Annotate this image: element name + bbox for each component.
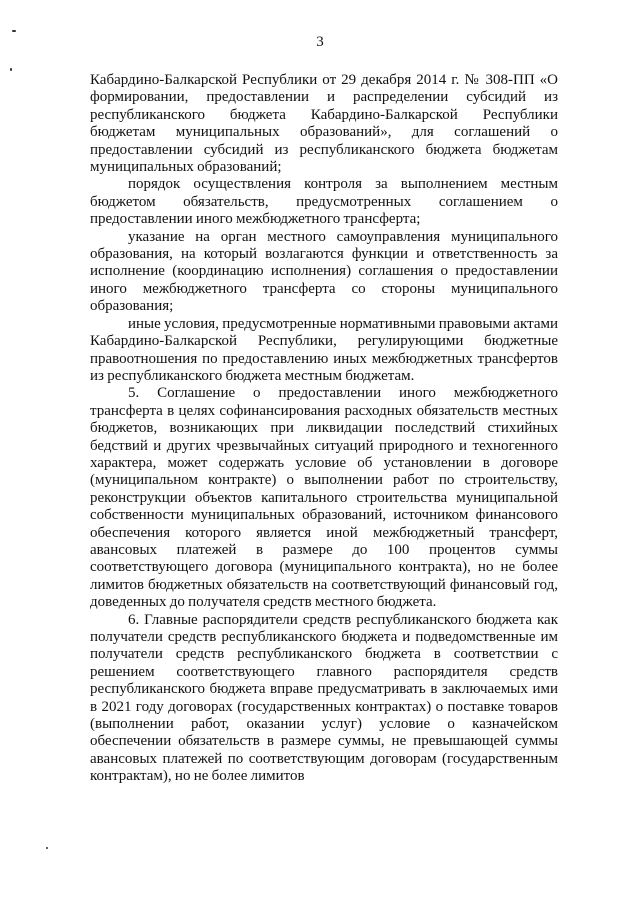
scan-speck [10,68,12,71]
scan-speck [12,30,16,32]
paragraph-item-5: 5. Соглашение о предоставлении иного межбюджетного трансферта в целях софинансирования расходных обязательств местных бюджетов, возникающих при ликвидации последствий стихийных бедствий и других чрезвычайных ситуаций природного и техногенного характера, может содержать условие об установлении в договоре (муниципальном контракте) о выполнении работ по строительству, реконструкции объектов капитального строительства муниципальной собственности муниципальных образований, источником финансового обеспечения которого является иной межбюджетный трансферт, авансовых платежей в размере до 100 процентов суммы соответствующего договора (муниципального контракта), но не более лимитов бюджетных обязательств на соответствующий финансовый год, доведенных до получателя средств местного бюджета. [90,385,558,611]
paragraph-continuation: Кабардино-Балкарской Республики от 29 декабря 2014 г. № 308-ПП «О формировании, предоставлении и распределении субсидий из республиканского бюджета Кабардино-Балкарской Республики бюджетам муниципальных образований», для соглашений о предоставлении субсидий из республиканского бюджета бюджетам муниципальных образований; [90,72,558,176]
paragraph-item-6: 6. Главные распорядители средств республиканского бюджета как получатели средств республиканского бюджета и подведомственные им получатели средств республиканского бюджета в соответствии с решением соответствующего главного распорядителя средств республиканского бюджета вправе предусматривать в заключаемых ими в 2021 году договорах (государственных контрактах) о поставке товаров (выполнении работ, оказании услуг) условие о казначейском обеспечении обязательств в размере суммы, не превышающей суммы авансовых платежей по соответствующим договорам (государственным контрактам), но не более лимитов [90,611,558,785]
paragraph-other-conditions: иные условия, предусмотренные нормативными правовыми актами Кабардино-Балкарской Республики, регулирующими бюджетные правоотношения по предоставлению иных межбюджетных трансфертов из республиканского бюджета местным бюджетам. [90,315,558,384]
paragraph-control-procedure: порядок осуществления контроля за выполнением местным бюджетом обязательств, предусмотренных соглашением о предоставлении иного межбюджетного трансферта; [90,176,558,228]
paragraph-responsible-body: указание на орган местного самоуправления муниципального образования, на который возлагаются функции и ответственность за исполнение (координацию исполнения) соглашения о предоставлении иного межбюджетного трансферта со стороны муниципального образования; [90,228,558,315]
page-number: 3 [316,34,324,50]
document-body [90,72,558,786]
scan-speck [46,847,48,849]
